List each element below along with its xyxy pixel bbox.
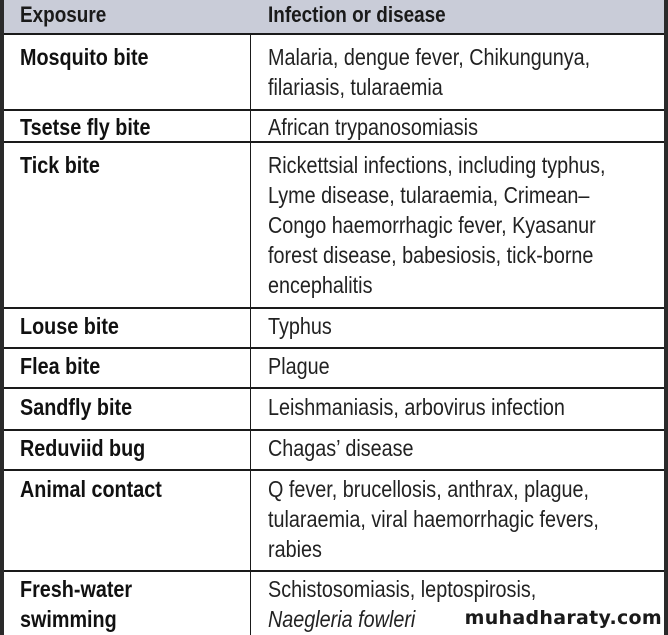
table-row (4, 349, 664, 389)
disease-cell: Typhus (268, 313, 332, 339)
disease-cell: African trypanosomiasis (268, 114, 478, 140)
table-row (4, 309, 664, 349)
disease-cell: Plague (268, 353, 330, 379)
disease-cell: Rickettsial infections, including typhus, Lyme disease, tularaemia, Crimean– Congo haemorrhagic fever, Kyasanur forest disease, babesiosis, tick-borne encephalitis (268, 152, 606, 298)
table-row (4, 471, 664, 572)
table-right-border (664, 0, 668, 635)
exposure-cell: Tick bite (20, 152, 100, 178)
exposure-cell: Animal contact (20, 476, 162, 502)
exposure-cell: Reduviid bug (20, 435, 146, 461)
table-header (4, 0, 664, 35)
exposure-cell: Fresh-water swimming (20, 576, 133, 632)
exposure-cell: Mosquito bite (20, 44, 149, 70)
watermark: muhadharaty.com (464, 607, 662, 629)
table-row (4, 431, 664, 471)
disease-cell: Schistosomiasis, leptospirosis, Naegleria fowleri (268, 576, 537, 632)
exposure-cell: Sandfly bite (20, 394, 133, 420)
table-row (4, 389, 664, 431)
table-row (4, 35, 664, 111)
exposure-cell: Tsetse fly bite (20, 114, 151, 140)
table-row (4, 111, 664, 143)
table-row (4, 143, 664, 309)
header-exposure: Exposure (20, 2, 107, 27)
exposure-cell: Louse bite (20, 313, 119, 339)
header-infection: Infection or disease (268, 2, 446, 27)
exposure-cell: Flea bite (20, 353, 101, 379)
disease-cell: Q fever, brucellosis, anthrax, plague, tularaemia, viral haemorrhagic fevers, rabies (268, 476, 599, 562)
disease-cell: Leishmaniasis, arbovirus infection (268, 394, 565, 420)
disease-cell: Chagas’ disease (268, 435, 414, 461)
disease-cell: Malaria, dengue fever, Chikungunya, filariasis, tularaemia (268, 44, 591, 100)
